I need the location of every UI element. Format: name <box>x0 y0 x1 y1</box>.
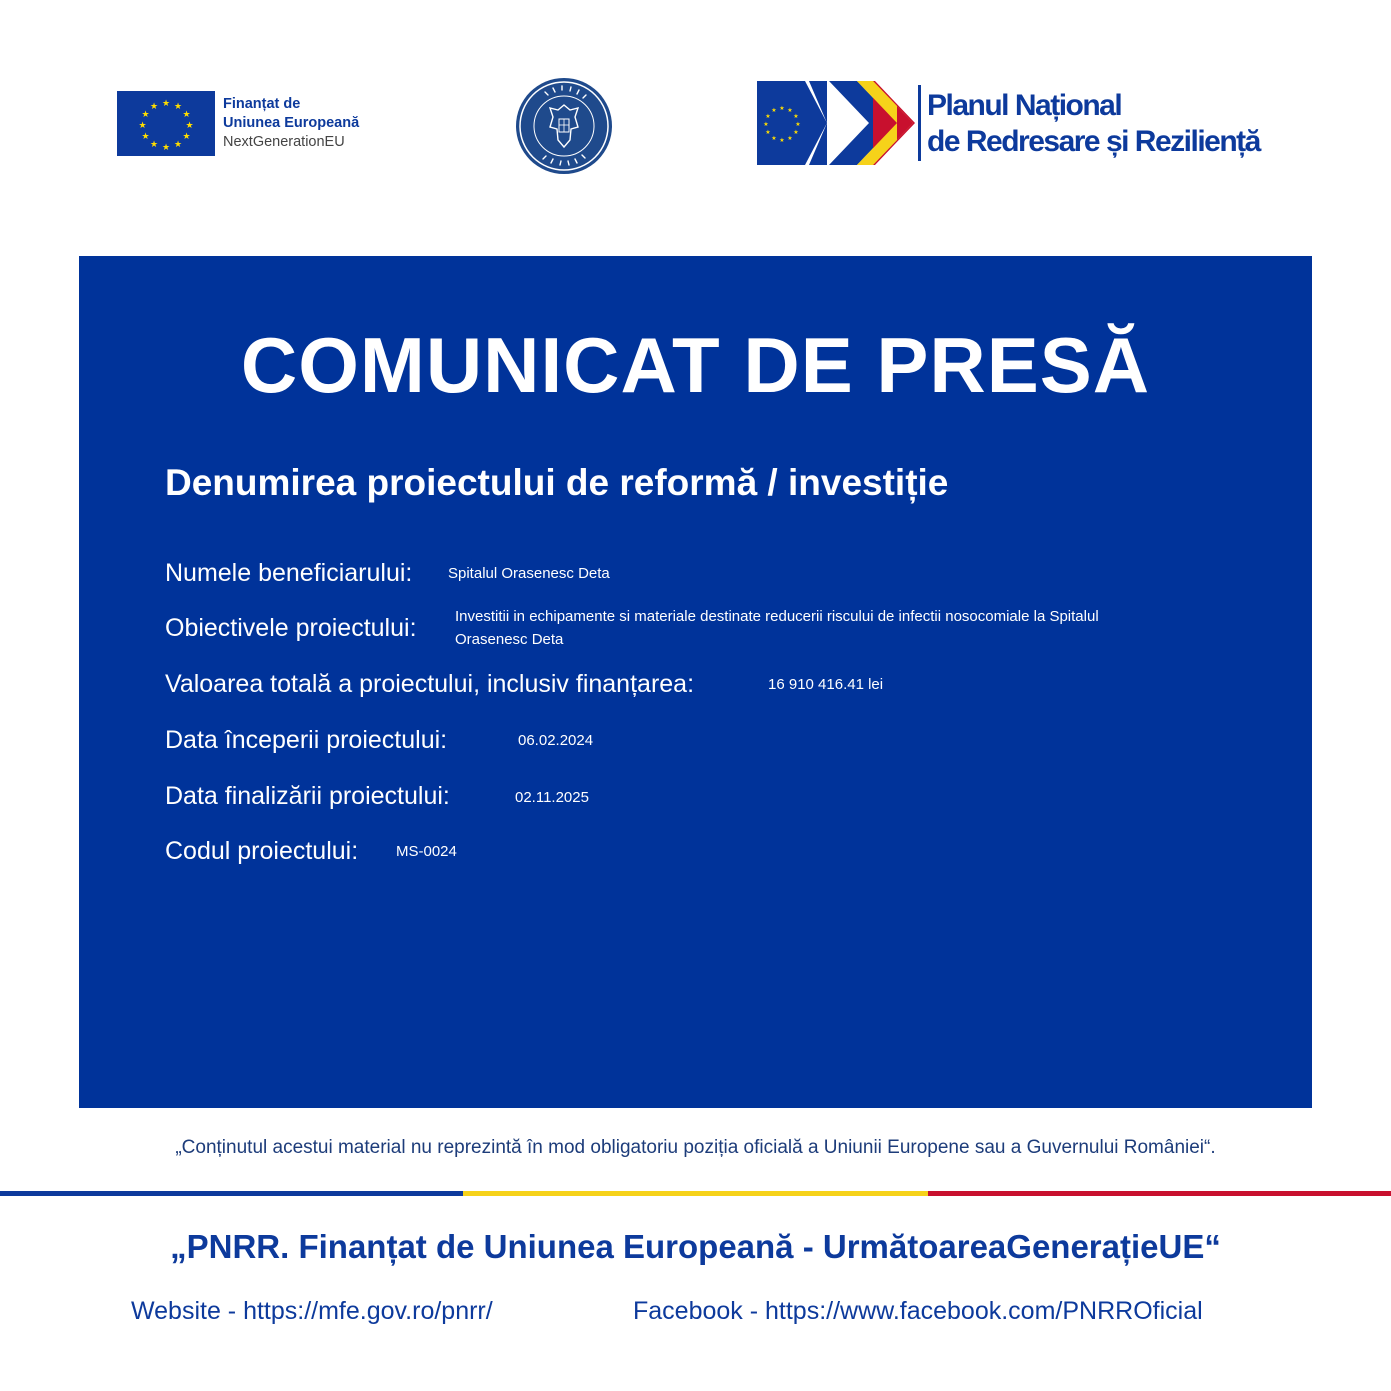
svg-text:★: ★ <box>765 129 771 136</box>
end-date-label: Data finalizării proiectului: <box>165 782 450 810</box>
total-value-value: 16 910 416.41 lei <box>768 676 884 693</box>
pnrr-flags-icon <box>757 81 915 165</box>
disclaimer-text: „Conținutul acestui material nu reprezintă în mod obligatoriu poziția oficială a Uniunii Europene sau a Guvernului României“. <box>175 1137 1216 1158</box>
beneficiary-label: Numele beneficiarului: <box>165 559 413 587</box>
svg-text:★: ★ <box>185 121 194 131</box>
start-date-value: 06.02.2024 <box>518 732 594 749</box>
eu-funding-line1: Finanțat de <box>223 96 301 112</box>
eu-funding-label <box>223 95 359 152</box>
eu-funding-line2: Uniunea Europeană <box>223 115 360 131</box>
total-value-label: Valoarea totală a proiectului, inclusiv finanțarea: <box>165 670 695 698</box>
website-link[interactable]: Website - https://mfe.gov.ro/pnrr/ <box>131 1297 493 1325</box>
pnrr-slogan: „PNRR. Finanțat de Uniunea Europeană - UrmătoareaGenerațieUE“ <box>170 1228 1221 1265</box>
svg-text:★: ★ <box>779 137 785 144</box>
stripe-blue <box>0 1191 463 1196</box>
svg-text:★: ★ <box>141 132 150 142</box>
svg-text:★: ★ <box>765 113 771 120</box>
svg-text:★: ★ <box>793 129 799 136</box>
pnrr-title <box>927 88 1260 160</box>
svg-text:★: ★ <box>173 140 183 150</box>
svg-text:★: ★ <box>161 99 171 109</box>
beneficiary-value: Spitalul Orasenesc Deta <box>448 565 610 582</box>
svg-text:★: ★ <box>787 107 793 114</box>
svg-text:★: ★ <box>141 110 150 120</box>
svg-text:★: ★ <box>161 143 171 153</box>
svg-text:★: ★ <box>149 102 159 112</box>
press-release-title: COMUNICAT DE PRESĂ <box>240 321 1151 409</box>
eu-flag-icon <box>117 91 215 156</box>
project-code-value: MS-0024 <box>396 843 457 860</box>
svg-text:★: ★ <box>793 113 799 120</box>
svg-text:★: ★ <box>795 121 801 128</box>
end-date-value: 02.11.2025 <box>515 789 589 806</box>
svg-text:★: ★ <box>173 102 183 112</box>
svg-text:★: ★ <box>779 105 785 112</box>
project-code-label: Codul proiectului: <box>165 837 359 865</box>
svg-text:★: ★ <box>149 140 159 150</box>
pnrr-divider <box>918 85 921 161</box>
svg-text:★: ★ <box>771 135 777 142</box>
pnrr-title-line2: de Redresare și Reziliență <box>927 125 1260 158</box>
svg-text:★: ★ <box>182 132 191 142</box>
stripe-red <box>928 1191 1391 1196</box>
svg-text:★: ★ <box>771 107 777 114</box>
facebook-link[interactable]: Facebook - https://www.facebook.com/PNRROficial <box>633 1297 1203 1325</box>
romanian-government-seal-icon <box>515 77 613 175</box>
pnrr-title-line1: Planul Național <box>927 89 1122 122</box>
svg-text:★: ★ <box>763 121 769 128</box>
start-date-label: Data începerii proiectului: <box>165 726 448 754</box>
stripe-yellow <box>463 1191 928 1196</box>
eu-funding-line3: NextGenerationEU <box>223 134 345 150</box>
objectives-label: Obiectivele proiectului: <box>165 614 417 642</box>
svg-text:★: ★ <box>182 110 191 120</box>
svg-text:★: ★ <box>787 135 793 142</box>
objectives-value: Investitii in echipamente si materiale destinate reducerii riscului de infectii nosocomiale la Spitalul Orasenesc Deta <box>455 608 1099 648</box>
project-name-heading: Denumirea proiectului de reformă / investiție <box>165 462 949 503</box>
svg-text:★: ★ <box>138 121 147 131</box>
